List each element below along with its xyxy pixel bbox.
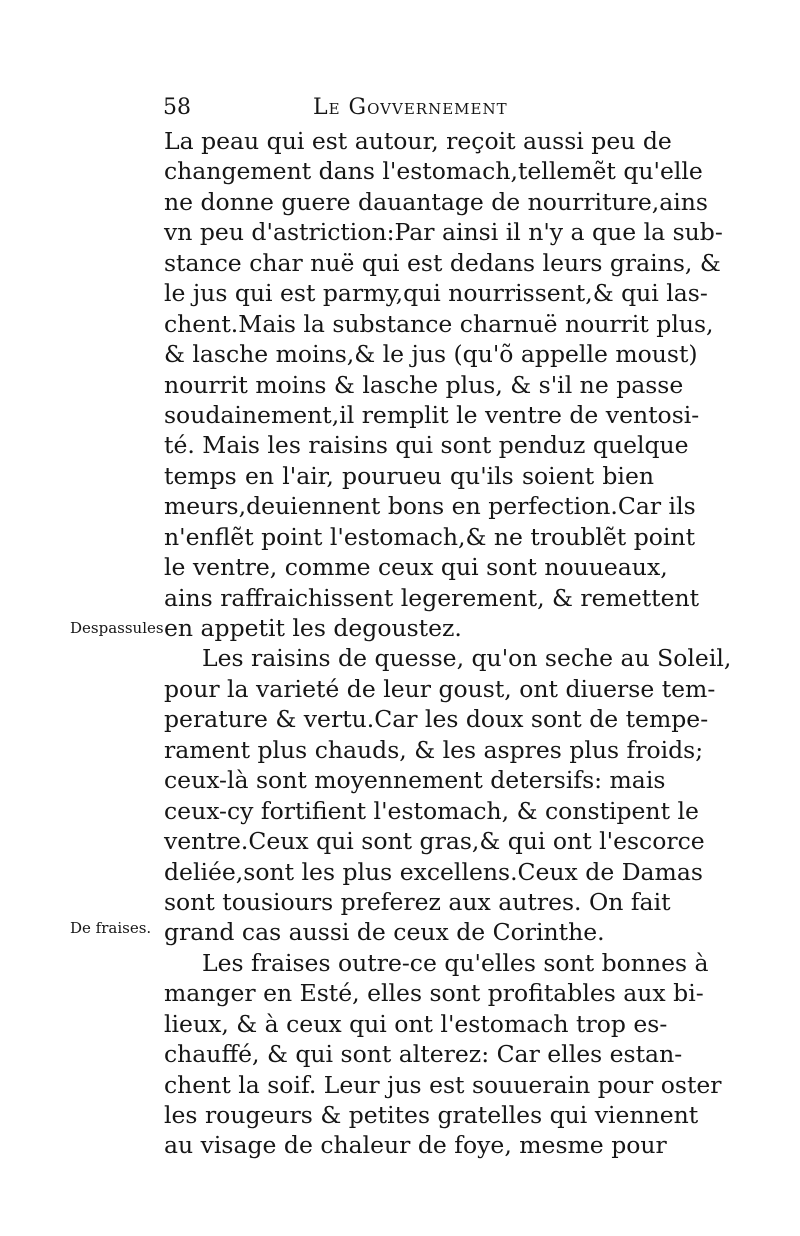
text-line: ceux-cy fortifient l'estomach, & constipent le bbox=[164, 796, 699, 825]
text-line: chent la soif. Leur jus est souuerain pour oster bbox=[164, 1070, 722, 1099]
text-line: chauffé, & qui sont alterez: Car elles estan- bbox=[164, 1040, 683, 1069]
margin-note-fraises: De fraises. bbox=[70, 919, 152, 937]
text-line: perature & vertu.Car les doux sont de tempe- bbox=[164, 705, 709, 734]
text-line: ventre.Ceux qui sont gras,& qui ont l'escorce bbox=[164, 827, 705, 856]
text-line: meurs,deuiennent bons en perfection.Car ils bbox=[164, 492, 696, 521]
text-line: ne donne guere dauantage de nourriture,ains bbox=[164, 187, 708, 216]
running-head: Le Govvernement bbox=[313, 95, 508, 120]
text-line: les rougeurs & petites gratelles qui viennent bbox=[164, 1101, 699, 1129]
body-text bbox=[164, 126, 732, 1161]
text-line: rament plus chauds, & les aspres plus froids; bbox=[164, 735, 704, 764]
text-line: ceux-là sont moyennement detersifs: mais bbox=[164, 766, 666, 795]
text-line: Les raisins de quesse, qu'on seche au Soleil, bbox=[202, 644, 732, 673]
text-line: sont tousiours preferez aux autres. On fait bbox=[164, 887, 671, 916]
text-line: au visage de chaleur de foye, mesme pour bbox=[164, 1131, 667, 1160]
text-line: temps en l'air, pourueu qu'ils soient bien bbox=[164, 461, 654, 490]
text-line: lieux, & à ceux qui ont l'estomach trop es- bbox=[164, 1009, 668, 1038]
text-line: deliée,sont les plus excellens.Ceux de Damas bbox=[164, 857, 703, 886]
text-line: La peau qui est autour, reçoit aussi peu de bbox=[164, 127, 672, 155]
text-line: soudainement,il remplit le ventre de ventosi- bbox=[164, 400, 700, 429]
text-line: pour la varieté de leur goust, ont diuerse tem- bbox=[164, 674, 716, 703]
text-line: nourrit moins & lasche plus, & s'il ne passe bbox=[164, 370, 684, 399]
text-line: changement dans l'estomach,tellemẽt qu'elle bbox=[164, 157, 703, 186]
text-line: Les fraises outre-ce qu'elles sont bonnes à bbox=[202, 948, 709, 977]
margin-note-raisins: Despassules bbox=[70, 619, 164, 637]
text-line: n'enflẽt point l'estomach,& ne troublẽt point bbox=[164, 522, 696, 551]
text-line: en appetit les degoustez. bbox=[164, 614, 462, 642]
text-line: grand cas aussi de ceux de Corinthe. bbox=[164, 918, 605, 947]
text-line: ains raffraichissent legerement, & remettent bbox=[164, 583, 700, 612]
text-line: le jus qui est parmy,qui nourrissent,& qui las- bbox=[164, 279, 708, 308]
page-number: 58 bbox=[163, 95, 191, 120]
text-line: le ventre, comme ceux qui sont nouueaux, bbox=[164, 553, 668, 582]
text-line: manger en Esté, elles sont profitables aux bi- bbox=[164, 979, 704, 1008]
text-line: & lasche moins,& le jus (qu'õ appelle moust) bbox=[164, 340, 698, 369]
text-line: stance char nuë qui est dedans leurs grains, & bbox=[164, 248, 721, 277]
text-line: vn peu d'astriction:Par ainsi il n'y a que la sub- bbox=[164, 218, 723, 247]
text-line: chent.Mais la substance charnuë nourrit plus, bbox=[164, 309, 714, 338]
page-header bbox=[163, 90, 653, 126]
text-line: té. Mais les raisins qui sont penduz quelque bbox=[164, 431, 689, 460]
